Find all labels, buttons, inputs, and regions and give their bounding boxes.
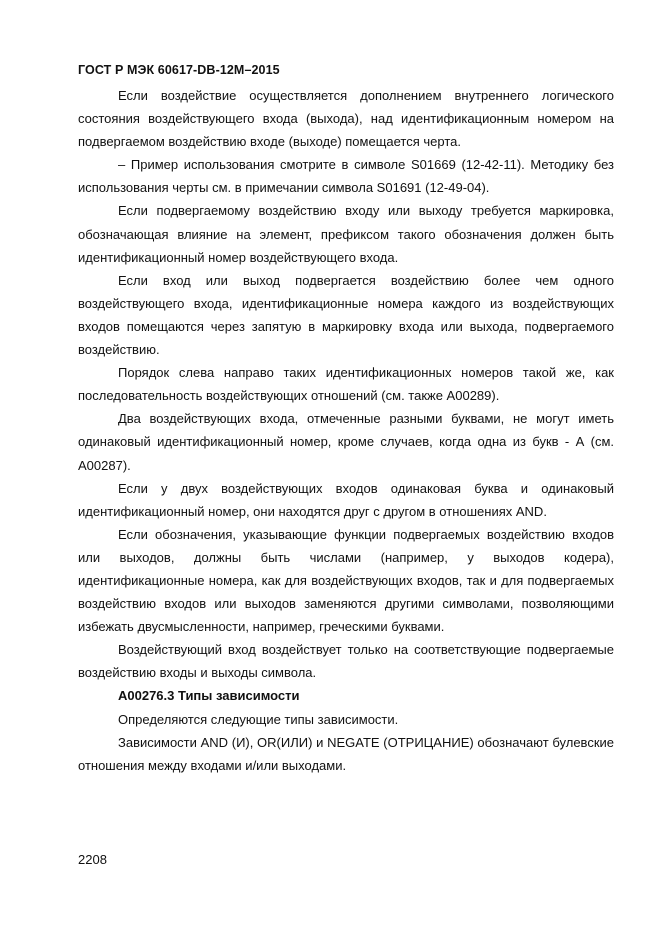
paragraph-7: Если у двух воздействующих входов одинаковая буква и одинаковый идентификационный номер, они находятся друг с другом в отношениях AND. xyxy=(78,480,614,519)
paragraph-5: Порядок слева направо таких идентификационных номеров такой же, как последовательность воздействующих отношений (см. также А00289). xyxy=(78,365,614,404)
paragraph-9: Воздействующий вход воздействует только на соответствующие подвергаемые воздействию входы и выходы символа. xyxy=(78,642,614,681)
page-number: 2208 xyxy=(78,852,107,867)
section-paragraph-2: Зависимости AND (И), OR(ИЛИ) и NEGATE (ОТРИЦАНИЕ) обозначают булевские отношения между входами и/или выходами. xyxy=(78,734,614,773)
paragraph-3: Если подвергаемому воздействию входу или выходу требуется маркировка, обозначающая влияние на элемент, префиксом такого обозначения должен быть идентификационный номер воздействующего входа. xyxy=(78,203,614,265)
paragraph-1: Если воздействие осуществляется дополнением внутреннего логического состояния воздействующего входа (выхода), над идентификационным номером на подвергаемом воздействию входе (выходе) помещается черта. xyxy=(78,88,614,150)
paragraph-6: Два воздействующих входа, отмеченные разными буквами, не могут иметь одинаковый идентификационный номер, кроме случаев, когда одна из букв - А (см. А00287). xyxy=(78,411,614,473)
paragraph-8: Если обозначения, указывающие функции подвергаемых воздействию входов или выходов, должны быть числами (например, у выходов кодера), идентификационные номера, как для воздействующих входов, так и для подвергаемых воздействию входов или выходов заменяются другими символами, позволяющими избежать двусмысленности, например, греческими буквами. xyxy=(78,526,614,635)
section-heading: А00276.3 Типы зависимости xyxy=(118,688,300,704)
document-body xyxy=(78,84,614,777)
section-paragraph-1: Определяются следующие типы зависимости. xyxy=(118,711,399,727)
document-header: ГОСТ Р МЭК 60617-DB-12M–2015 xyxy=(78,63,280,77)
paragraph-4: Если вход или выход подвергается воздействию более чем одного воздействующего входа, идентификационные номера каждого из воздействующих входов помещаются через запятую в маркировку входа или выхода, подвергаемого воздействию. xyxy=(78,272,614,358)
paragraph-2: – Пример использования смотрите в символе S01669 (12-42-11). Методику без использования черты см. в примечании символа S01691 (12-49-04). xyxy=(78,157,614,196)
